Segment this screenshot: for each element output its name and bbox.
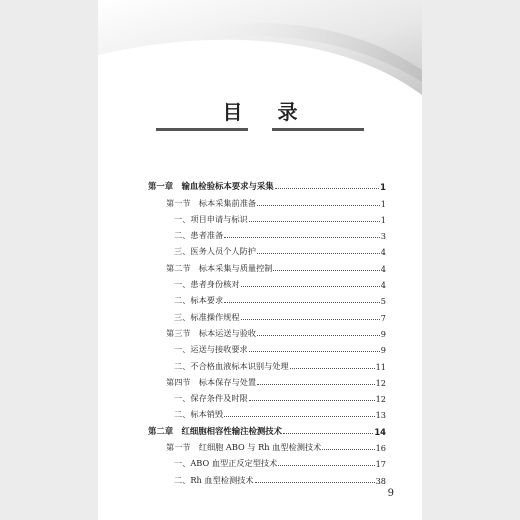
toc-entry-page: 4 bbox=[380, 280, 386, 291]
toc-item-entry bbox=[148, 453, 386, 469]
toc-section-entry bbox=[148, 257, 386, 273]
toc-section-entry bbox=[148, 323, 386, 339]
dot-leader bbox=[290, 368, 375, 369]
toc-entry-label: 一、项目申请与标识 bbox=[174, 213, 248, 224]
toc-entry-label: 一、保存条件及时限 bbox=[174, 393, 248, 404]
toc-entry-page: 4 bbox=[380, 247, 386, 258]
toc-entry-label: 二、Rh 血型检测技术 bbox=[174, 474, 254, 485]
dot-leader bbox=[322, 449, 374, 450]
toc-entry-page: 38 bbox=[375, 475, 386, 486]
toc-entry-label: 第一节 红细胞 ABO 与 Rh 血型检测技术 bbox=[166, 442, 322, 453]
toc-entry-page: 17 bbox=[375, 459, 386, 470]
toc-entry-label: 第四节 标本保存与处置 bbox=[166, 376, 257, 387]
page-number: 9 bbox=[387, 488, 394, 499]
dot-leader bbox=[255, 482, 375, 483]
dot-leader bbox=[224, 237, 380, 238]
toc-entry-page: 1 bbox=[380, 198, 386, 209]
toc-item-entry bbox=[148, 355, 386, 371]
dot-leader bbox=[257, 205, 380, 206]
dot-leader bbox=[249, 351, 380, 352]
toc-section-entry bbox=[148, 372, 386, 388]
page-title: 目 录 bbox=[222, 100, 312, 124]
toc-entry-page: 9 bbox=[380, 345, 386, 356]
toc-chapter-entry bbox=[148, 420, 386, 436]
toc-item-entry bbox=[148, 469, 386, 485]
title-rule-right bbox=[272, 128, 364, 131]
toc-chapter-entry bbox=[148, 176, 386, 192]
toc-entry-label: 三、标准操作规程 bbox=[174, 311, 240, 322]
toc-entry-label: 第三节 标本运送与验收 bbox=[166, 327, 257, 338]
dot-leader bbox=[257, 384, 375, 385]
dot-leader bbox=[275, 188, 380, 189]
toc-entry-page: 13 bbox=[375, 410, 386, 421]
toc-item-entry bbox=[148, 274, 386, 290]
toc-item-entry bbox=[148, 209, 386, 225]
toc-entry-label: 一、患者身份核对 bbox=[174, 279, 240, 290]
toc-section-entry bbox=[148, 192, 386, 208]
toc-entry-label: 二、不合格血液标本识别与处理 bbox=[174, 360, 289, 371]
toc-entry-label: 二、标本要求 bbox=[174, 295, 224, 306]
dot-leader bbox=[224, 302, 380, 303]
dot-leader bbox=[283, 433, 373, 434]
dot-leader bbox=[257, 253, 380, 254]
dot-leader bbox=[278, 465, 374, 466]
toc-entry-page: 5 bbox=[380, 296, 386, 307]
toc-item-entry bbox=[148, 225, 386, 241]
dot-leader bbox=[241, 286, 380, 287]
toc-entry-label: 第一节 标本采集前准备 bbox=[166, 197, 257, 208]
toc-entry-label: 一、ABO 血型正反定型技术 bbox=[174, 458, 278, 469]
toc-item-entry bbox=[148, 404, 386, 420]
toc-entry-page: 4 bbox=[380, 263, 386, 274]
toc-section-entry bbox=[148, 437, 386, 453]
toc-entry-page: 12 bbox=[375, 377, 386, 388]
table-of-contents bbox=[148, 176, 386, 486]
dot-leader bbox=[224, 416, 374, 417]
toc-item-entry bbox=[148, 290, 386, 306]
toc-entry-label: 第二章 红细胞相容性输注检测技术 bbox=[148, 425, 282, 436]
book-page bbox=[98, 0, 422, 520]
dot-leader bbox=[241, 319, 380, 320]
toc-entry-page: 16 bbox=[375, 443, 386, 454]
toc-entry-page: 11 bbox=[375, 361, 386, 372]
dot-leader bbox=[273, 270, 379, 271]
toc-entry-label: 第二节 标本采集与质量控制 bbox=[166, 262, 273, 273]
toc-entry-label: 一、运送与接收要求 bbox=[174, 344, 248, 355]
toc-entry-label: 三、医务人员个人防护 bbox=[174, 246, 256, 257]
toc-item-entry bbox=[148, 388, 386, 404]
toc-entry-page: 1 bbox=[380, 214, 386, 225]
decorative-swoosh-header bbox=[98, 0, 422, 160]
toc-entry-page: 7 bbox=[380, 312, 386, 323]
toc-entry-page: 1 bbox=[380, 182, 386, 193]
toc-entry-page: 14 bbox=[374, 426, 386, 437]
toc-entry-page: 3 bbox=[380, 231, 386, 242]
dot-leader bbox=[257, 335, 380, 336]
dot-leader bbox=[249, 221, 380, 222]
toc-entry-page: 12 bbox=[375, 394, 386, 405]
title-rule-left bbox=[156, 128, 248, 131]
toc-entry-label: 第一章 输血检验标本要求与采集 bbox=[148, 181, 274, 192]
toc-item-entry bbox=[148, 306, 386, 322]
dot-leader bbox=[249, 400, 375, 401]
toc-item-entry bbox=[148, 339, 386, 355]
toc-item-entry bbox=[148, 241, 386, 257]
toc-entry-label: 二、患者准备 bbox=[174, 230, 224, 241]
toc-entry-page: 9 bbox=[380, 328, 386, 339]
toc-entry-label: 二、标本销毁 bbox=[174, 409, 224, 420]
